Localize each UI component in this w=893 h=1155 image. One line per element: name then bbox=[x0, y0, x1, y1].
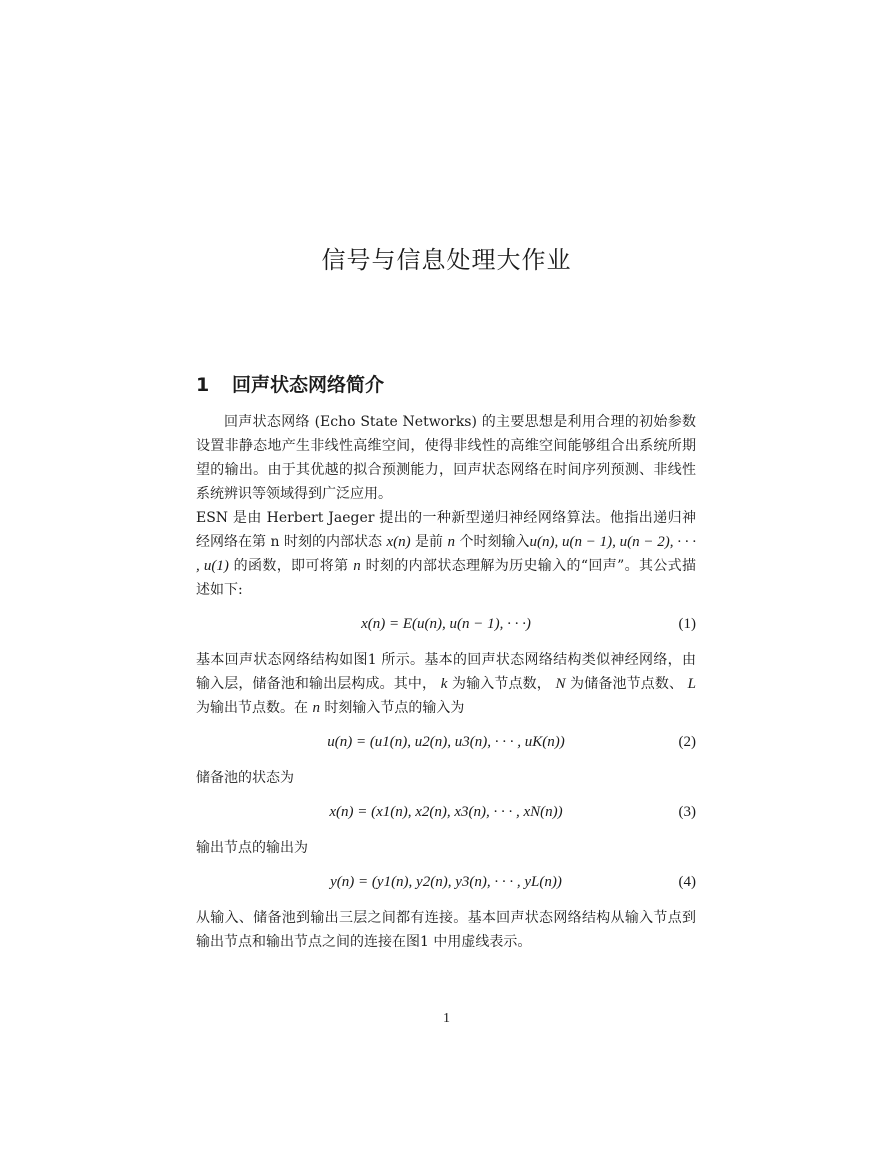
section-number: 1 bbox=[196, 374, 210, 396]
paragraph-connections: 从输入、储备池到输出三层之间都有连接。基本回声状态网络结构从输入节点到输出节点和输出节点之间的连接在图1 中用虚线表示。 bbox=[196, 910, 696, 950]
math-inline: u(n), u(n − 1), u(n − 2), · · · , u(1) bbox=[196, 534, 697, 574]
paragraph-reservoir: 储备池的状态为 bbox=[196, 770, 294, 786]
equation-number: (1) bbox=[678, 616, 696, 632]
paragraph-text: 是前 bbox=[410, 534, 448, 550]
paragraph-text: ESN 是由 Herbert Jaeger 提出的一种新型递归神经网络算法。他指出递归神经网络在第 n 时刻的内部状态 bbox=[196, 510, 696, 550]
math-inline: L bbox=[687, 676, 696, 692]
paragraph-text: 时刻的内部状态理解为历史输入的“回声”。其公式描述如下: bbox=[196, 558, 696, 598]
equation-1 bbox=[196, 612, 696, 636]
paragraph-output: 输出节点的输出为 bbox=[196, 840, 308, 856]
section-body bbox=[196, 410, 696, 954]
section-heading bbox=[196, 370, 384, 397]
equation-2 bbox=[196, 730, 696, 754]
math-inline: n bbox=[312, 700, 320, 716]
math-inline: n bbox=[447, 534, 456, 550]
equation-4 bbox=[196, 870, 696, 894]
equation-3 bbox=[196, 800, 696, 824]
equation-number: (4) bbox=[678, 874, 696, 890]
equation-number: (2) bbox=[678, 734, 696, 750]
paragraph-text: 时刻输入节点的输入为 bbox=[319, 700, 465, 716]
paragraph-esn bbox=[196, 506, 696, 602]
section-title: 回声状态网络简介 bbox=[232, 374, 385, 396]
math-inline: n bbox=[353, 558, 361, 574]
paragraph-text: 为储备池节点数、 bbox=[565, 676, 684, 692]
equation-expression: y(n) = (y1(n), y2(n), y3(n), · · · , yL(n)) bbox=[330, 874, 562, 890]
equation-expression: x(n) = E(u(n), u(n − 1), · · ·) bbox=[361, 616, 531, 632]
paragraph-text: 为输入节点数， bbox=[447, 676, 551, 692]
paragraph-text: 为输出节点数。在 bbox=[196, 700, 313, 716]
paragraph-text: 的函数，即可将第 bbox=[228, 558, 354, 574]
equation-number: (3) bbox=[678, 804, 696, 820]
page-number: 1 bbox=[443, 1011, 450, 1026]
equation-expression: x(n) = (x1(n), x2(n), x3(n), · · · , xN(n)) bbox=[329, 804, 563, 820]
paragraph-structure bbox=[196, 648, 696, 720]
math-inline: x(n) bbox=[386, 534, 411, 550]
paragraph-intro: 回声状态网络 (Echo State Networks) 的主要思想是利用合理的初始参数设置非静态地产生非线性高维空间，使得非线性的高维空间能够组合出系统所期望的输出。由于其优越的拟合预测能力，回声状态网络在时间序列预测、非线性系统辨识等领域得到广泛应用。 bbox=[196, 414, 696, 502]
paragraph-text: 个时刻输入 bbox=[455, 534, 530, 550]
paragraph-text: 基本回声状态网络结构如图1 所示。基本的回声状态网络结构类似神经网络，由输入层，储备池和输出层构成。其中， bbox=[196, 652, 696, 692]
math-inline: N bbox=[555, 676, 566, 692]
math-inline: k bbox=[440, 676, 448, 692]
equation-expression: u(n) = (u1(n), u2(n), u3(n), · · · , uK(n)) bbox=[327, 734, 565, 750]
document-title: 信号与信息处理大作业 bbox=[321, 246, 572, 274]
